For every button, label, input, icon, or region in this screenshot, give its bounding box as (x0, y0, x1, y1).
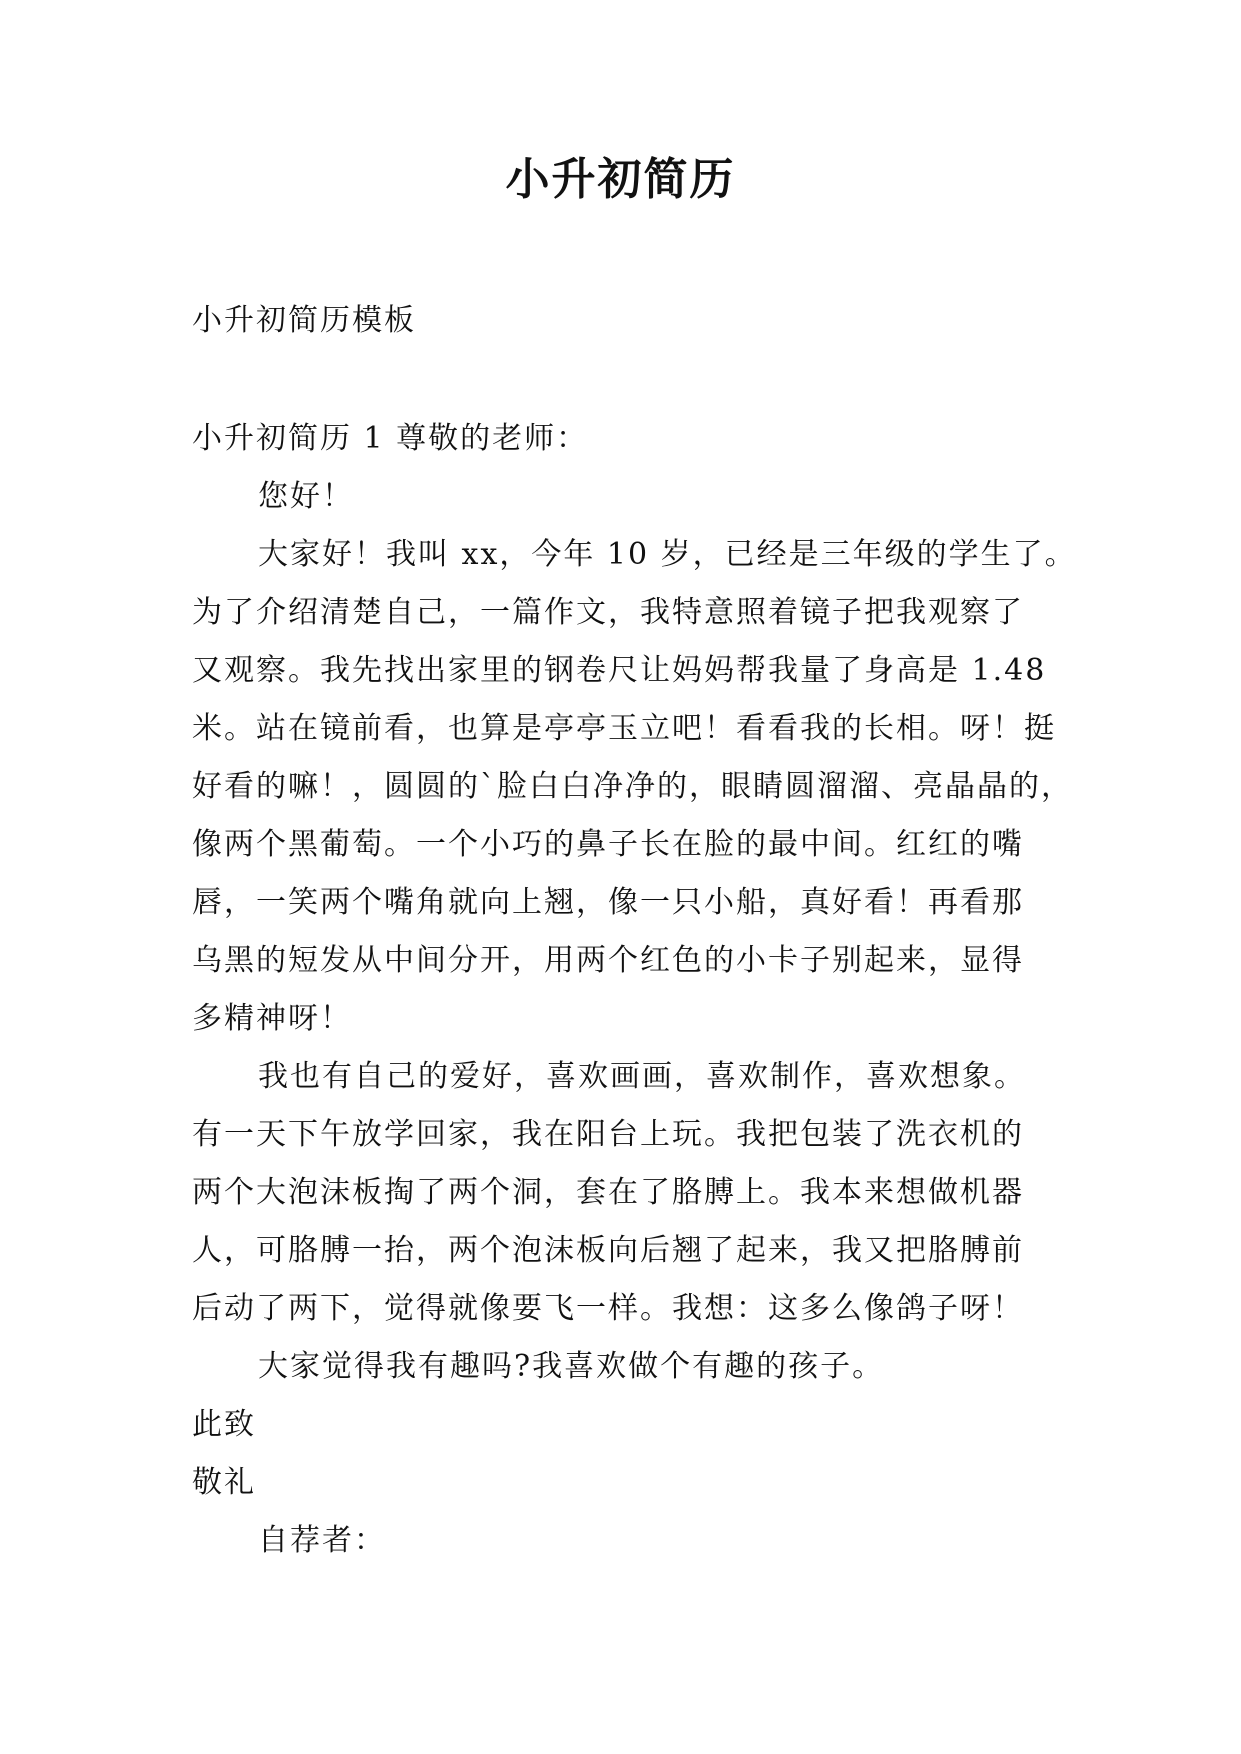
body-line: 多精神呀！ (192, 1001, 352, 1036)
paragraph-gap (192, 350, 1072, 410)
body-line: 唇，一笑两个嘴角就向上翘，像一只小船，真好看！再看那 (192, 885, 1024, 920)
signature-line: 自荐者： (258, 1523, 386, 1558)
body-line: 大家好！我叫 xx，今年 10 岁，已经是三年级的学生了。 (258, 537, 1077, 572)
body-line: 我也有自己的爱好，喜欢画画，喜欢制作，喜欢想象。 (258, 1059, 1026, 1094)
greeting-line: 小升初简历 1 尊敬的老师： (192, 421, 589, 456)
body-line: 人，可胳膊一抬，两个泡沫板向后翘了起来，我又把胳膊前 (192, 1233, 1024, 1268)
document-body (192, 292, 1077, 1570)
salutation-line: 您好！ (258, 479, 354, 514)
body-line: 像两个黑葡萄。一个小巧的鼻子长在脸的最中间。红红的嘴 (192, 827, 1024, 862)
closing-line: 此致 (192, 1407, 256, 1442)
body-line: 有一天下午放学回家，我在阳台上玩。我把包装了洗衣机的 (192, 1117, 1024, 1152)
body-line: 为了介绍清楚自己，一篇作文，我特意照着镜子把我观察了 (192, 595, 1024, 630)
body-line: 两个大泡沫板掏了两个洞，套在了胳膊上。我本来想做机器 (192, 1175, 1024, 1210)
body-line: 米。站在镜前看，也算是亭亭玉立吧！看看我的长相。呀！挺 (192, 711, 1056, 746)
body-line: 乌黑的短发从中间分开，用两个红色的小卡子别起来，显得 (192, 943, 1024, 978)
body-line: 好看的嘛！，圆圆的`脸白白净净的，眼睛圆溜溜、亮晶晶的， (192, 769, 1073, 804)
closing-line: 敬礼 (192, 1465, 256, 1500)
body-line: 大家觉得我有趣吗?我喜欢做个有趣的孩子。 (258, 1349, 885, 1384)
document-title: 小升初简历 (505, 154, 736, 205)
body-line: 后动了两下，觉得就像要飞一样。我想：这多么像鸽子呀！ (192, 1291, 1024, 1326)
document-subtitle: 小升初简历模板 (192, 303, 416, 338)
body-line: 又观察。我先找出家里的钢卷尺让妈妈帮我量了身高是 1.48 (192, 653, 1047, 688)
